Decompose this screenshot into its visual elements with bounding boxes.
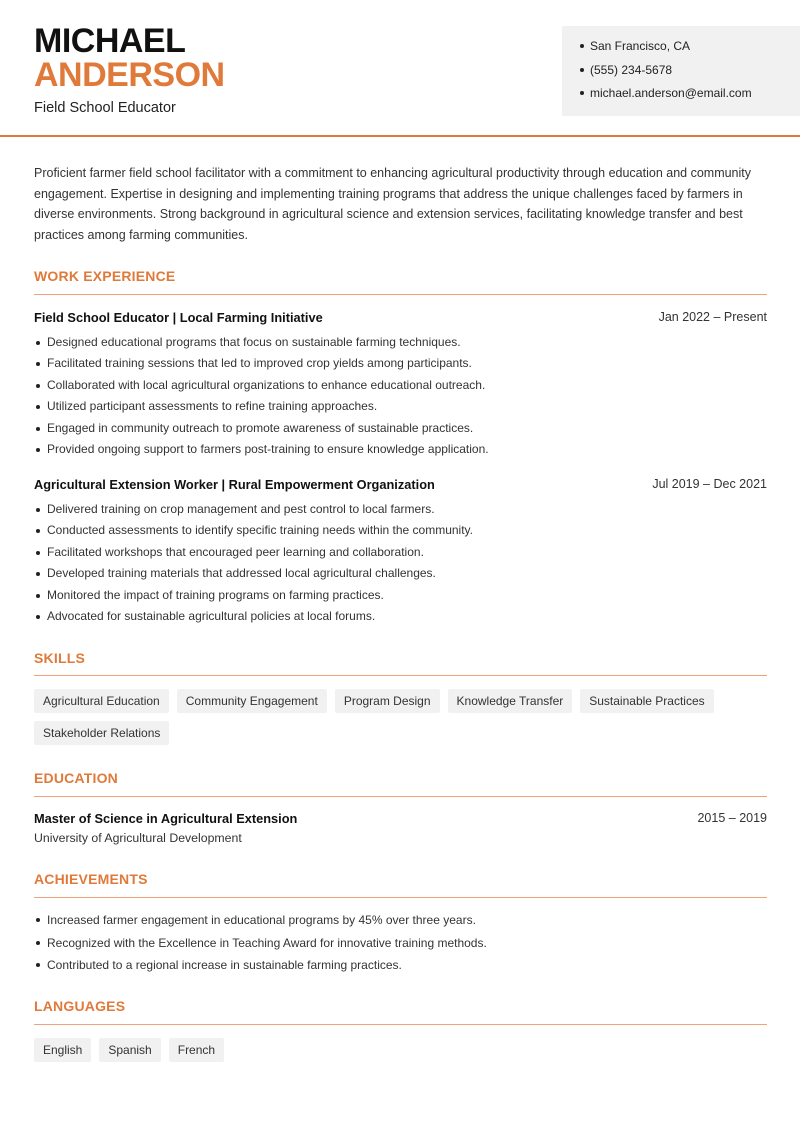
skill-chip: Sustainable Practices — [580, 689, 713, 713]
list-item: Contributed to a regional increase in sustainable farming practices. — [34, 954, 767, 977]
section-divider — [34, 796, 767, 797]
last-name: ANDERSON — [34, 56, 225, 94]
job-date: Jan 2022 – Present — [658, 310, 767, 324]
achievements-list — [34, 909, 767, 977]
education-degree: Master of Science in Agricultural Extension — [34, 811, 298, 826]
list-item: Increased farmer engagement in educational programs by 45% over three years. — [34, 909, 767, 932]
languages-list — [34, 1038, 767, 1062]
section-divider — [34, 1024, 767, 1025]
summary-text: Proficient farmer field school facilitator with a commitment to enhancing agricultural productivity through education and community engagement. Expertise in designing and implementing training programs that address the unique challenges faced by farmers in diverse environments. Strong background in agricultural science and extension services, facilitating knowledge transfer and best practices among farming communities. — [34, 166, 752, 242]
job-title: Field School Educator | Local Farming Initiative — [34, 310, 323, 325]
contact-location: San Francisco, CA — [580, 38, 800, 62]
job-role: Field School Educator — [34, 100, 176, 116]
section-divider — [34, 675, 767, 676]
language-chip: English — [34, 1038, 91, 1062]
skills-heading: SKILLS — [34, 650, 85, 666]
list-item: Recognized with the Excellence in Teaching Award for innovative training methods. — [34, 932, 767, 955]
skill-chip: Knowledge Transfer — [448, 689, 573, 713]
contact-phone: (555) 234-5678 — [580, 62, 800, 86]
education-heading: EDUCATION — [34, 770, 118, 786]
list-item: Utilized participant assessments to refine training approaches. — [34, 396, 767, 417]
language-chip: Spanish — [99, 1038, 160, 1062]
list-item: Facilitated workshops that encouraged peer learning and collaboration. — [34, 542, 767, 563]
skill-chip: Community Engagement — [177, 689, 327, 713]
list-item: Provided ongoing support to farmers post-training to ensure knowledge application. — [34, 439, 767, 460]
skill-chip: Program Design — [335, 689, 440, 713]
work-experience-heading: WORK EXPERIENCE — [34, 268, 176, 284]
list-item: Designed educational programs that focus on sustainable farming techniques. — [34, 332, 767, 353]
languages-heading: LANGUAGES — [34, 998, 126, 1014]
job-title: Agricultural Extension Worker | Rural Empowerment Organization — [34, 477, 435, 492]
list-item: Engaged in community outreach to promote awareness of sustainable practices. — [34, 418, 767, 439]
achievements-heading: ACHIEVEMENTS — [34, 871, 148, 887]
resume-header — [0, 0, 800, 137]
skill-chip: Agricultural Education — [34, 689, 169, 713]
contact-box — [562, 26, 800, 116]
skills-list — [34, 689, 767, 745]
job-bullets — [34, 499, 767, 627]
list-item: Conducted assessments to identify specific training needs within the community. — [34, 520, 767, 541]
education-school: University of Agricultural Development — [34, 831, 242, 845]
job-bullets — [34, 332, 767, 460]
list-item: Collaborated with local agricultural organizations to enhance educational outreach. — [34, 375, 767, 396]
list-item: Developed training materials that addressed local agricultural challenges. — [34, 563, 767, 584]
list-item: Delivered training on crop management and pest control to local farmers. — [34, 499, 767, 520]
education-date: 2015 – 2019 — [697, 811, 767, 825]
list-item: Facilitated training sessions that led to improved crop yields among participants. — [34, 353, 767, 374]
contact-email[interactable]: michael.anderson@email.com — [580, 85, 800, 109]
section-divider — [34, 897, 767, 898]
language-chip: French — [169, 1038, 224, 1062]
section-divider — [34, 294, 767, 295]
skill-chip: Stakeholder Relations — [34, 721, 169, 745]
list-item: Advocated for sustainable agricultural policies at local forums. — [34, 606, 767, 627]
job-date: Jul 2019 – Dec 2021 — [652, 477, 767, 491]
list-item: Monitored the impact of training programs on farming practices. — [34, 585, 767, 606]
first-name: MICHAEL — [34, 22, 186, 60]
